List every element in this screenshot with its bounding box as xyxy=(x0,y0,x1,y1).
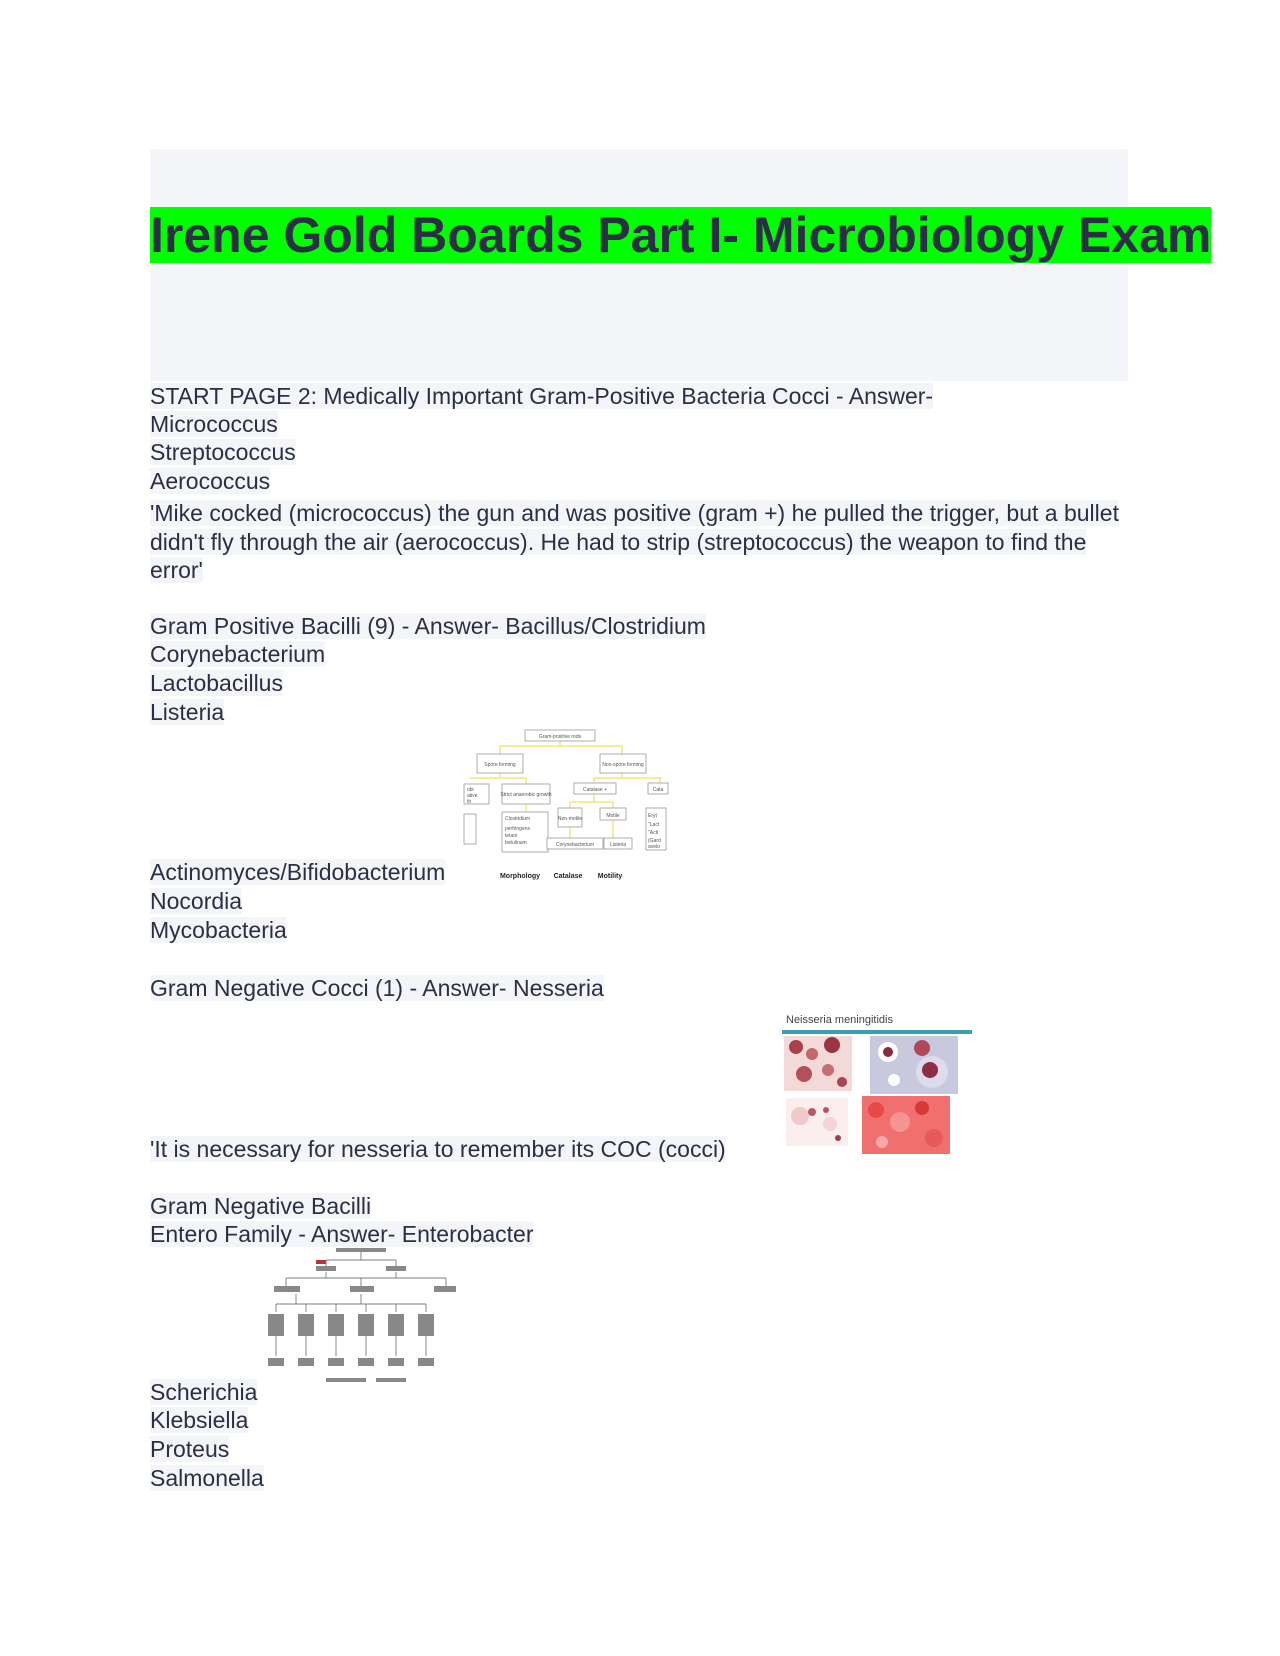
list-item: Corynebacterium xyxy=(150,641,326,667)
micrograph-tile-4 xyxy=(862,1096,950,1154)
fig-nonmotile-label: Non-motile xyxy=(557,816,583,822)
fig-clostridium-species: perfringens xyxy=(505,826,531,832)
list-item: Mycobacteria xyxy=(150,917,287,943)
fig-spore-label: Spore forming xyxy=(484,762,516,768)
title-panel xyxy=(150,149,1128,381)
fig-left-partial: obi xyxy=(467,787,474,793)
accent-bar xyxy=(782,1030,972,1034)
fig-right-partial: (Gard xyxy=(648,838,661,844)
fig-axis-catalase: Catalase xyxy=(553,873,583,880)
fig-right-partial: Eryt xyxy=(648,813,657,819)
list-item: Scherichia xyxy=(150,1379,258,1405)
fig-root-label: Gram-positive rods xyxy=(538,734,582,740)
list-item: Aerococcus xyxy=(150,468,271,494)
fig-right-partial: avelo xyxy=(648,844,660,850)
micrograph-tile-1 xyxy=(784,1036,852,1091)
section4-subheading: Entero Family - Answer- Enterobacter xyxy=(150,1221,534,1247)
fig-left-partial: ative xyxy=(467,793,478,799)
page-title: Irene Gold Boards Part I- Microbiology Exam xyxy=(150,207,1212,263)
section1-heading: START PAGE 2: Medically Important Gram-Positive Bacteria Cocci - Answer- xyxy=(150,383,934,409)
list-item: Lactobacillus xyxy=(150,670,283,696)
fig-right-partial: "Acti xyxy=(648,830,659,836)
fig-nonspore-label: Non-spore forming xyxy=(602,762,644,768)
fig-catalase-right-label: Cata xyxy=(652,787,664,793)
fig-axis-morphology: Morphology xyxy=(499,873,541,880)
enterobacter-flowchart xyxy=(266,1246,456,1398)
list-item: Streptococcus xyxy=(150,439,296,465)
list-item: Klebsiella xyxy=(150,1407,249,1433)
micrograph-title: Neisseria meningitidis xyxy=(786,1014,893,1026)
micrograph-tile-3 xyxy=(786,1098,848,1146)
fig-axis-motility: Motility xyxy=(597,873,623,880)
section2-heading: Gram Positive Bacilli (9) - Answer- Bacillus/Clostridium xyxy=(150,613,706,639)
fig-motile-label: Motile xyxy=(606,813,620,819)
fig-left-partial: th xyxy=(467,799,472,805)
fig-listeria-label: Listeria xyxy=(609,842,627,848)
fig-corynebacterium-label: Corynebacterium xyxy=(555,842,595,848)
micrograph-tile-2 xyxy=(870,1036,958,1094)
section3-mnemonic: 'It is necessary for nesseria to remember its COC (cocci) xyxy=(150,1136,726,1162)
fig-strict-label: Strict anaerobic growth xyxy=(500,792,552,798)
list-item: Listeria xyxy=(150,699,225,725)
list-item: Micrococcus xyxy=(150,411,278,437)
section1-mnemonic: 'Mike cocked (micrococcus) the gun and was positive (gram +) he pulled the trigger, but a bullet didn't fly through the air (aerococcus). He had to strip (streptococcus) the weapon to find the error' xyxy=(150,500,1119,583)
highlight-node xyxy=(316,1260,326,1264)
section3-heading: Gram Negative Cocci (1) - Answer- Nesseria xyxy=(150,975,604,1001)
fig-clostridium-species: tetani xyxy=(505,833,518,839)
list-item: Salmonella xyxy=(150,1465,264,1491)
list-item: Proteus xyxy=(150,1436,230,1462)
list-item: Nocordia xyxy=(150,888,243,914)
fig-right-partial: "Lact xyxy=(648,822,660,828)
neisseria-micrographs xyxy=(782,1012,972,1160)
list-item: Actinomyces/Bifidobacterium xyxy=(150,859,446,885)
section4-heading: Gram Negative Bacilli xyxy=(150,1193,372,1219)
gram-positive-rods-diagram xyxy=(467,728,664,884)
fig-clostridium-species: botulinum xyxy=(505,840,527,846)
fig-catalase-label: Catalase + xyxy=(582,787,608,793)
fig-clostridium-label: Clostridium xyxy=(505,816,531,822)
